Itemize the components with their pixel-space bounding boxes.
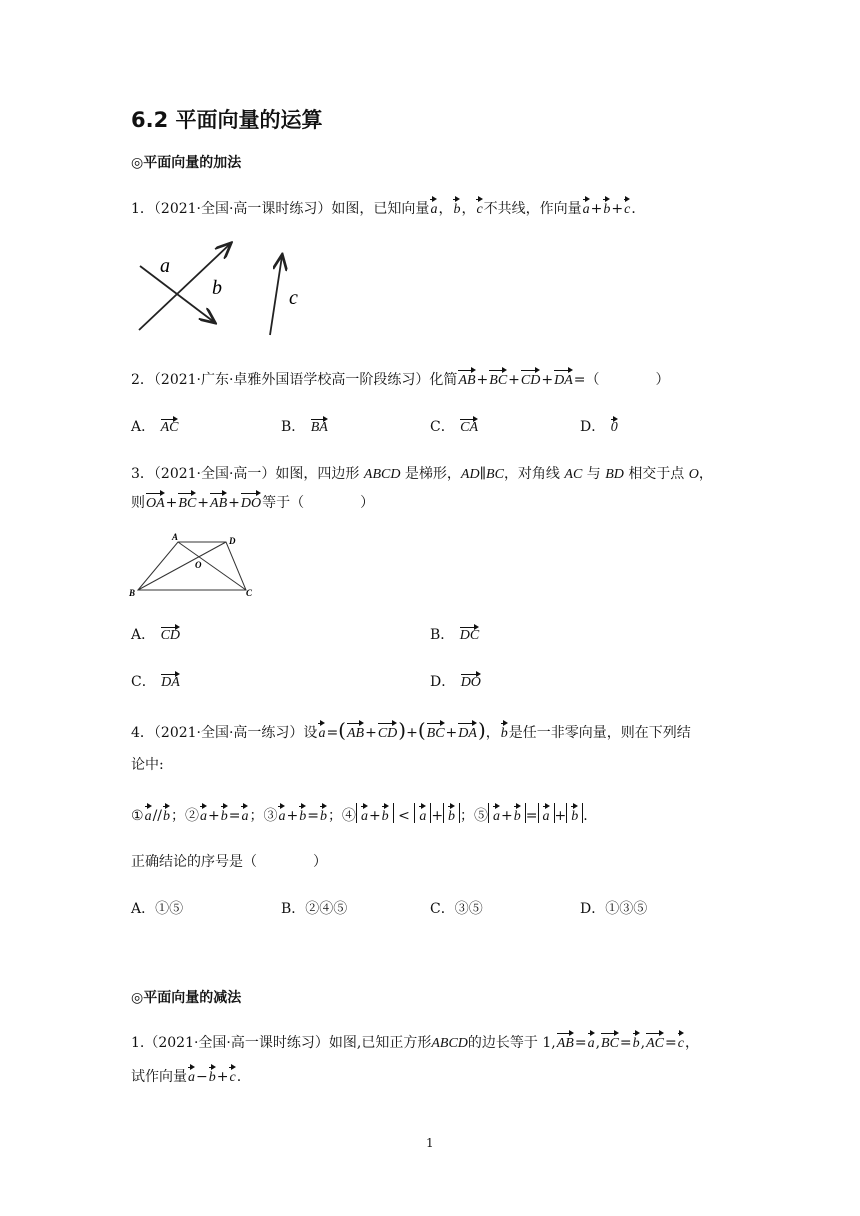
fig-label-b: b (212, 277, 222, 299)
figure-vectors-abc (132, 238, 312, 340)
q4-option-b[interactable]: B．②④⑤ (281, 901, 348, 917)
vector-c: c (476, 196, 482, 220)
q4-option-a[interactable]: A．①⑤ (131, 901, 184, 917)
question-4-statements: ①a//b；②a+b=a；③a+b=b；④ a+b < a + b ；⑤ a+b = a + b . (131, 803, 588, 827)
q2-option-d[interactable]: D． 0 (580, 416, 619, 436)
fig-label-c: c (289, 287, 298, 309)
s2-question-1-line1: 1.（2021·全国·高一课时练习）如图,已知正方形ABCD的边长等于 1,AB=a,BC=b,AC=c， (131, 1030, 699, 1054)
q3-option-d[interactable]: D． DO (430, 671, 482, 691)
q4-option-c[interactable]: C．③⑤ (430, 901, 483, 917)
fig-label-B: B (129, 588, 136, 598)
fig-label-D: D (229, 536, 236, 546)
s2-question-1-line2: 试作向量a−b+c. (131, 1064, 241, 1088)
q4-option-d[interactable]: D．①③⑤ (580, 901, 648, 917)
question-1: 1．（2021·全国·高一课时练习）如图，已知向量a，b，c不共线，作向量a+b+c． (131, 196, 645, 220)
page-number: 1 (426, 1136, 434, 1150)
vector-b: b (453, 196, 460, 220)
fig-label-A: A (172, 532, 179, 542)
q2-option-c[interactable]: C． CA (430, 416, 479, 436)
q2-option-b[interactable]: B． BA (281, 416, 329, 436)
section-heading-subtraction: ◎平面向量的减法 (131, 990, 242, 1006)
fig-label-a: a (160, 255, 170, 277)
section-heading-addition: ◎平面向量的加法 (131, 155, 242, 171)
q3-option-b[interactable]: B． DC (430, 624, 480, 644)
question-4-line2: 论中: (131, 757, 164, 773)
page-title: 6.2 平面向量的运算 (131, 108, 323, 132)
question-4-line1: 4．（2021·全国·高一练习）设a=(AB+CD)+(BC+DA)，b是任一非零向量，则在下列结 (131, 718, 691, 742)
question-3-line2: 则OA+BC+AB+DO等于（ ） (131, 490, 374, 514)
fig-label-O: O (195, 560, 202, 570)
q3-option-a[interactable]: A． CD (131, 624, 181, 644)
figure-trapezoid (128, 532, 264, 602)
vector-c-arrow (270, 256, 282, 335)
q2-option-a[interactable]: A． AC (131, 416, 179, 436)
question-2: 2．（2021·广东·卓雅外国语学校高一阶段练习）化简AB+BC+CD+DA=（ ） (131, 367, 670, 391)
question-3-line1: 3．（2021·全国·高一）如图，四边形 ABCD 是梯形，AD∥BC，对角线 AC 与 BD 相交于点 O， (131, 466, 713, 482)
vector-a: a (430, 196, 437, 220)
q3-option-c[interactable]: C． DA (131, 671, 181, 691)
question-4-prompt: 正确结论的序号是（ ） (131, 854, 327, 870)
fig-label-C: C (246, 588, 253, 598)
